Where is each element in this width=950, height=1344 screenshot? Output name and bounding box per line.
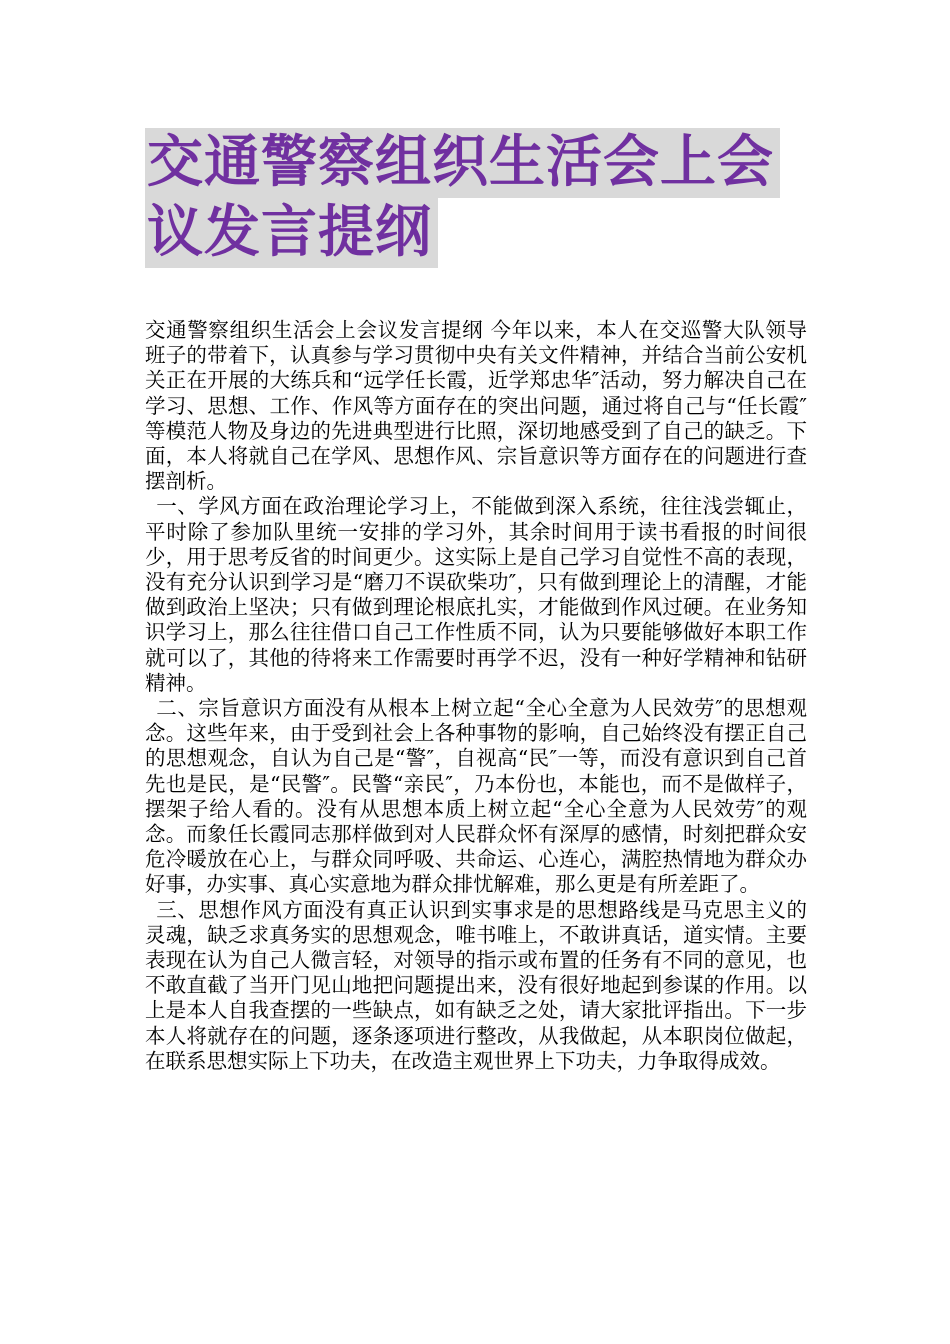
document-body [145, 318, 807, 1074]
paragraph-study-style: 一、学风方面在政治理论学习上，不能做到深入系统，往往浅尝辄止，平时除了参加队里统一安排的学习外，其余时间用于读书看报的时间很少，用于思考反省的时间更少。这实际上是自己学习自觉性不高的表现，没有充分认识到学习是“磨刀不误砍柴功″，只有做到理论上的清醒，才能做到政治上坚决；只有做到理论根底扎实，才能做到作风过硬。在业务知识学习上，那么往往借口自己工作性质不同，认为只要能够做好本职工作就可以了，其他的待将来工作需要时再学不迟，没有一种好学精神和钻研精神。 [145, 494, 807, 695]
paragraph-intro: 交通警察组织生活会上会议发言提纲 今年以来，本人在交巡警大队领导班子的带着下，认真参与学习贯彻中央有关文件精神，并结合当前公安机关正在开展的大练兵和“远学任长霞，近学郑忠华″活动，努力解决自己在学习、思想、工作、作风等方面存在的突出问题，通过将自己与“任长霞″等模范人物及身边的先进典型进行比照，深切地感受到了自己的缺乏。下面，本人将就自己在学风、思想作风、宗旨意识等方面存在的问题进行查摆剖析。 [145, 318, 807, 494]
title-line-1: 交通警察组织生活会上会 [145, 128, 780, 198]
paragraph-work-style: 三、思想作风方面没有真正认识到实事求是的思想路线是马克思主义的灵魂，缺乏求真务实的思想观念，唯书唯上，不敢讲真话，道实情。主要表现在认为自己人微言轻，对领导的指示或布置的任务有不同的意见，也不敢直截了当开门见山地把问题提出来，没有很好地起到参谋的作用。以上是本人自我查摆的一些缺点，如有缺乏之处，请大家批评指出。下一步本人将就存在的问题，逐条逐项进行整改，从我做起，从本职岗位做起，在联系思想实际上下功夫，在改造主观世界上下功夫，力争取得成效。 [145, 897, 807, 1073]
document-title [145, 128, 815, 268]
paragraph-purpose-awareness: 二、宗旨意识方面没有从根本上树立起“全心全意为人民效劳″的思想观念。这些年来，由于受到社会上各种事物的影响，自己始终没有摆正自己的思想观念，自认为自己是“警″，自视高“民″一等，而没有意识到自己首先也是民，是“民警″。民警“亲民″，乃本份也，本能也，而不是做样子，摆架子给人看的。没有从思想本质上树立起“全心全意为人民效劳″的观念。而象任长霞同志那样做到对人民群众怀有深厚的感情，时刻把群众安危冷暖放在心上，与群众同呼吸、共命运、心连心，满腔热情地为群众办好事，办实事、真心实意地为群众排忧解难，那么更是有所差距了。 [145, 696, 807, 897]
title-line-2: 议发言提纲 [145, 198, 438, 268]
